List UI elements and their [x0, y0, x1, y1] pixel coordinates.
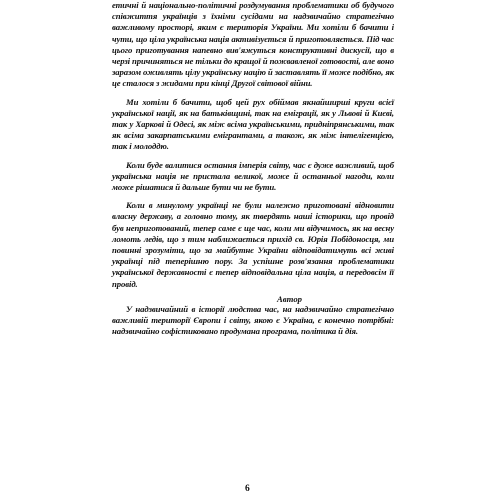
paragraph-4: Коли в минулому українці не були належно приготовані відновити власну державу, а головно тому, як твердять наші історики, що провід був неприготований, тепер саме є ще час, коли ми відучимось, як на весну ломоть ледів, що з тим наближається прихід св. Юрія Побідоносця, ми повинні зрозуміти, що за майбутнє України відповідатимуть всі живі українці під теперішню пору. За успішне розв'язання проблематики української державності є тепер відповідальна ціла нація, а передовсім її провід.: [112, 200, 394, 289]
paragraph-2: Ми хотіли б бачити, щоб цей рух обіймав якнайширші круги всієї української нації, як на батьківщині, так на еміграції, як у Львові й Києві, так у Харкові й Одесі, як між всіма українськими, придніпрянськими, так як всіма закарпатськими емігрантами, а також, як між інтелігенцією, так і молоддю.: [112, 96, 394, 152]
paragraph-5: У надзвичайний в історії людства час, на надзвичайно стратегічно важливій території Європи і світу, якою є Україна, є конечно потрібні: надзвичайно софістиковано продумана програма, політика й дія.: [112, 303, 394, 337]
paragraph-spacer: [112, 193, 394, 200]
author-signature: Автор: [277, 294, 303, 304]
paragraph-spacer: [112, 90, 394, 97]
page-number: 6: [245, 484, 250, 494]
paragraph-spacer: [112, 153, 394, 160]
document-page: [112, 0, 394, 337]
paragraph-spacer: [112, 290, 394, 304]
paragraph-3: Коли буде валитися остання імперія світу, час є дуже важливий, щоб українська нація не пристала великої, може й останньої нагоди, коли може рішатися й дальше бути чи не бути.: [112, 159, 394, 193]
paragraph-1: етичні й національно-політичні роздумування проблематики об будучого співжиття українців з їхніми сусідами на надзвичайно стратегічно важливому просторі, яким є територія України. Ми хотіли б бачити і чути, що ціла українська нація активізується й приготовляється. Під час цього приготування напевно вив'яжуться конструктивні дискусії, що в черзі причиняться не тільки до кращої й пожвавленої готовості, але воно заразом оживлять цілу українську націю й заставлять її може подібно, як це сталося з жидами при кінці Другої світової війни.: [112, 0, 394, 89]
